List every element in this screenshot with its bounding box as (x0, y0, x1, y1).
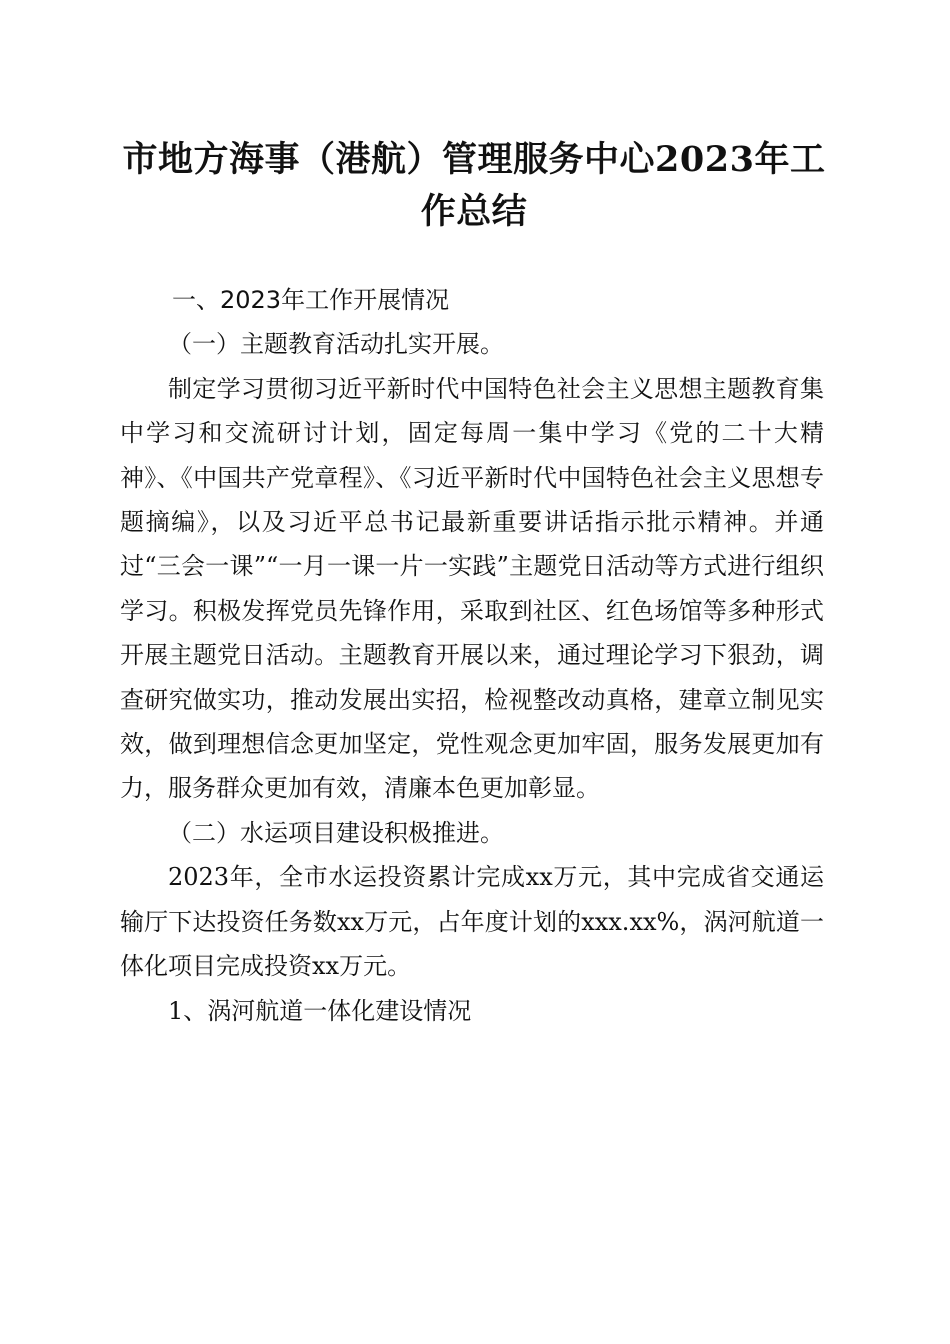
subsection-heading: （二）水运项目建设积极推进。 (168, 818, 504, 847)
body-paragraph: 2023年，全市水运投资累计完成xx万元，其中完成省交通运输厅下达投资任务数xx万元，占年度计划的xxx.xx%，涡河航道一体化项目完成投资xx万元。 (120, 863, 824, 981)
subsection-heading: （一）主题教育活动扎实开展。 (168, 330, 504, 359)
item-heading: 1、涡河航道一体化建设情况 (168, 996, 472, 1025)
body-paragraph: 制定学习贯彻习近平新时代中国特色社会主义思想主题教育集中学习和交流研讨计划，固定每周一集中学习《党的二十大精神》、《中国共产党章程》、《习近平新时代中国特色社会主义思想专题摘编》，以及习近平总书记最新重要讲话指示批示精神。并通过“三会一课”“一月一课一片一实践”主题党日活动等方式进行组织学习。积极发挥党员先锋作用，采取到社区、红色场馆等多种形式开展主题党日活动。主题教育开展以来，通过理论学习下狠劲，调查研究做实功，推动发展出实招，检视整改动真格，建章立制见实效，做到理想信念更加坚定，党性观念更加牢固，服务发展更加有力，服务群众更加有效，清廉本色更加彰显。 (120, 374, 824, 803)
document-title: 市地方海事（港航）管理服务中心2023年工作总结 (122, 139, 826, 232)
document-body (120, 278, 824, 1033)
section-heading: 一、2023年工作开展情况 (172, 286, 450, 314)
